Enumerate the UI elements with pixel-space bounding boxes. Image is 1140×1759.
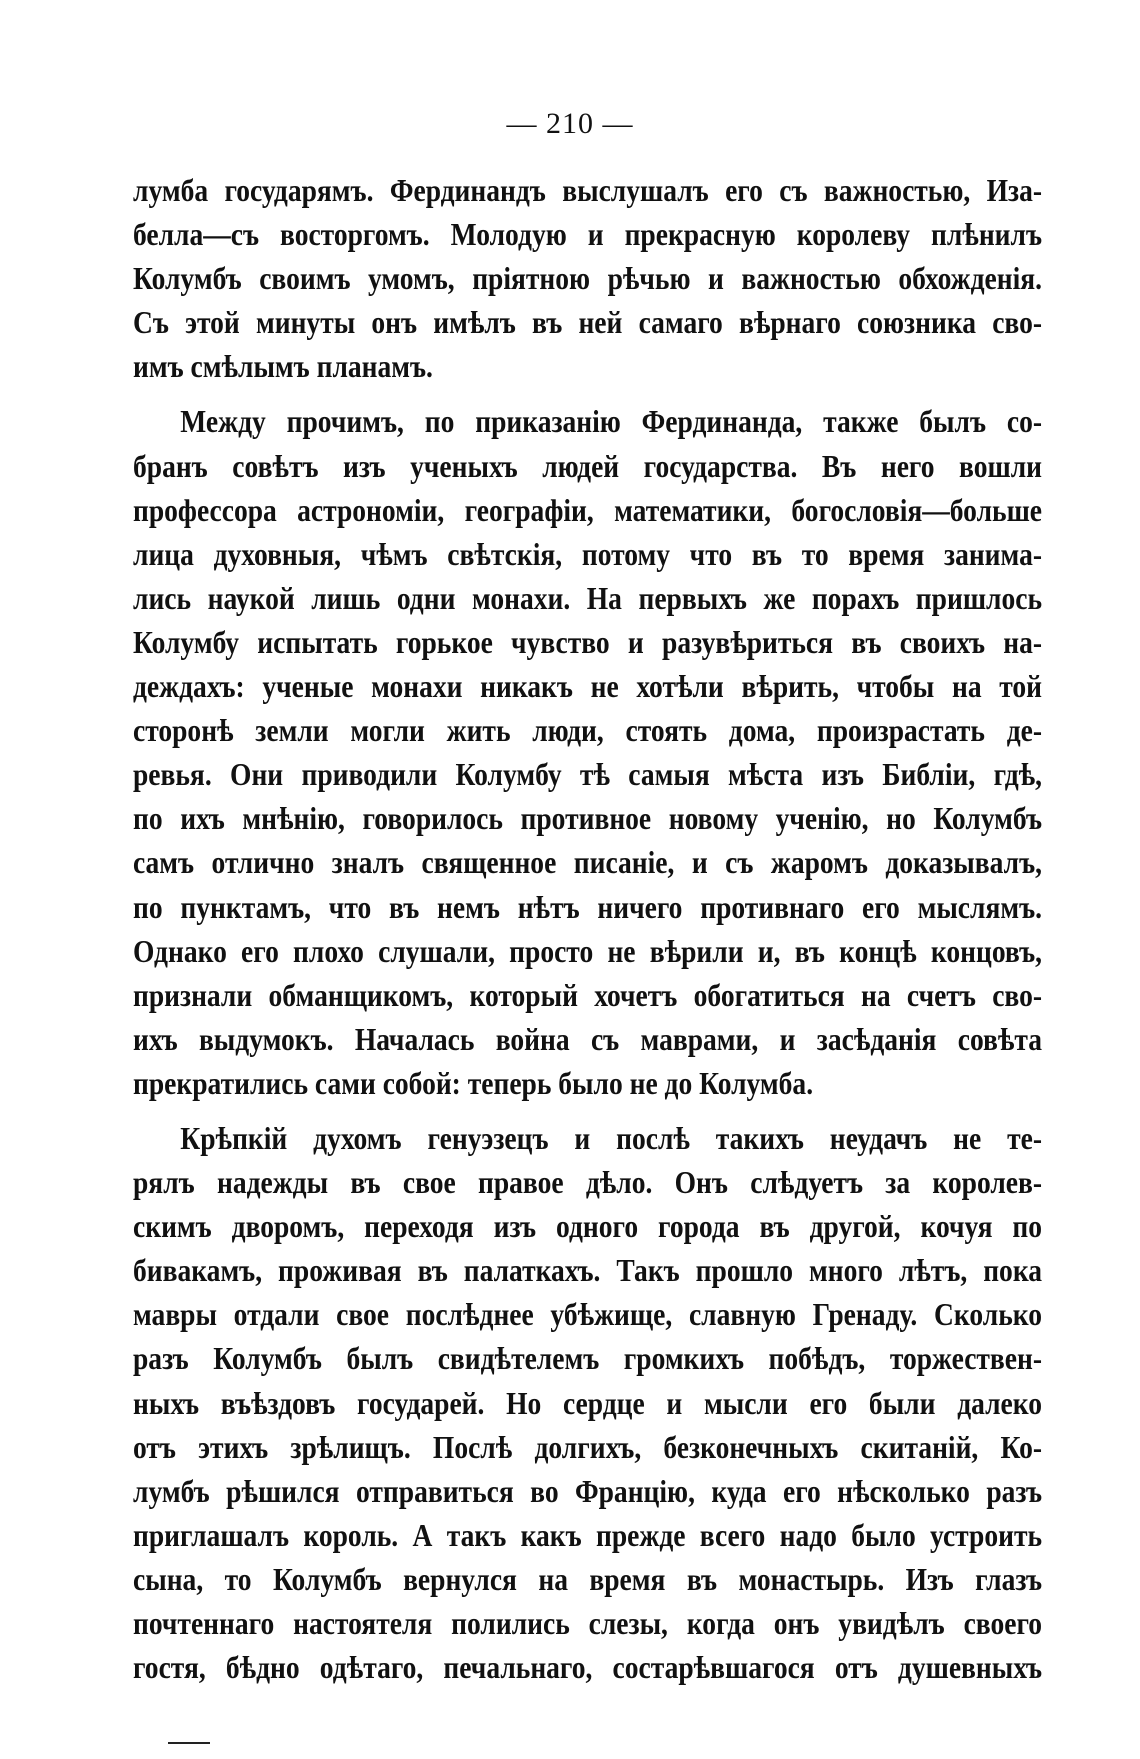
text-line: по пунктамъ, что въ немъ нѣтъ ничего противнаго его мыслямъ. <box>133 888 1043 925</box>
text-line: Крѣпкій духомъ генуэзецъ и послѣ такихъ неудачъ не те- <box>180 1119 1043 1156</box>
text-line: Однако его плохо слушали, просто не вѣрили и, въ концѣ концовъ, <box>133 932 1043 969</box>
page-number: — 210 — <box>506 107 634 140</box>
text-line: лица духовныя, чѣмъ свѣтскія, потому что въ то время занима- <box>133 535 1043 572</box>
body-text <box>133 168 1042 1689</box>
paragraph <box>133 1116 1042 1689</box>
text-line: бранъ совѣтъ изъ ученыхъ людей государства. Въ него вошли <box>133 447 1043 484</box>
text-line: признали обманщикомъ, который хочетъ обогатиться на счетъ сво- <box>133 976 1043 1013</box>
paragraph <box>133 399 1042 1105</box>
text-line: деждахъ: ученые монахи никакъ не хотѣли вѣрить, чтобы на той <box>133 668 1043 705</box>
text-line: отъ этихъ зрѣлищъ. Послѣ долгихъ, безконечныхъ скитаній, Ко- <box>133 1428 1043 1465</box>
text-line: лумба государямъ. Фердинандъ выслушалъ его съ важностью, Иза- <box>133 172 1043 208</box>
text-line: прекратились сами собой: теперь было не до Колумба. <box>133 1064 814 1101</box>
text-line: имъ смѣлымъ планамъ. <box>133 348 433 385</box>
text-line: мавры отдали свое послѣднее убѣжище, славную Гренаду. Сколько <box>133 1296 1043 1333</box>
paragraph <box>133 168 1042 388</box>
text-line: Между прочимъ, по приказанію Фердинанда, также былъ со- <box>180 403 1043 440</box>
text-line: ихъ выдумокъ. Началась война съ маврами, и засѣданія совѣта <box>133 1020 1043 1057</box>
text-line: разъ Колумбъ былъ свидѣтелемъ громкихъ побѣдъ, торжествен- <box>133 1340 1043 1377</box>
text-line: Съ этой минуты онъ имѣлъ въ ней самаго вѣрнаго союзника сво- <box>133 304 1043 341</box>
text-line: лумбъ рѣшился отправиться во Францію, куда его нѣсколько разъ <box>133 1472 1043 1509</box>
text-line: Колумбу испытать горькое чувство и разувѣриться въ своихъ на- <box>133 623 1043 660</box>
text-line: скимъ дворомъ, переходя изъ одного города въ другой, кочуя по <box>133 1208 1043 1245</box>
text-line: ревья. Они приводили Колумбу тѣ самыя мѣста изъ Библіи, гдѣ, <box>133 756 1043 793</box>
text-line: приглашалъ король. А такъ какъ прежде всего надо было устроить <box>133 1516 1043 1553</box>
text-line: белла—съ восторгомъ. Молодую и прекрасную королеву плѣнилъ <box>133 216 1043 253</box>
text-line: Колумбъ своимъ умомъ, пріятною рѣчью и важностью обхожденія. <box>133 260 1043 297</box>
text-line: лись наукой лишь одни монахи. На первыхъ же порахъ пришлось <box>133 579 1043 616</box>
text-line: по ихъ мнѣнію, говорилось противное новому ученію, но Колумбъ <box>133 800 1043 837</box>
text-line: сторонѣ земли могли жить люди, стоять дома, произрастать де- <box>133 712 1043 749</box>
text-line: бивакамъ, проживая въ палаткахъ. Такъ прошло много лѣтъ, пока <box>133 1252 1043 1289</box>
text-line: сына, то Колумбъ вернулся на время въ монастырь. Изъ глазъ <box>133 1560 1043 1597</box>
text-line: профессора астрономіи, географіи, математики, богословія—больше <box>133 491 1043 528</box>
text-line: почтеннаго настоятеля полились слезы, когда онъ увидѣлъ своего <box>133 1605 1043 1641</box>
text-line: гостя, бѣдно одѣтаго, печальнаго, состарѣвшагося отъ душевныхъ <box>133 1649 1043 1686</box>
text-line: рялъ надежды въ свое правое дѣло. Онъ слѣдуетъ за королев- <box>133 1164 1043 1201</box>
footer-rule <box>168 1742 210 1744</box>
text-line: ныхъ въѣздовъ государей. Но сердце и мысли его были далеко <box>133 1384 1043 1421</box>
text-line: самъ отлично зналъ священное писаніе, и съ жаромъ доказывалъ, <box>133 844 1043 881</box>
